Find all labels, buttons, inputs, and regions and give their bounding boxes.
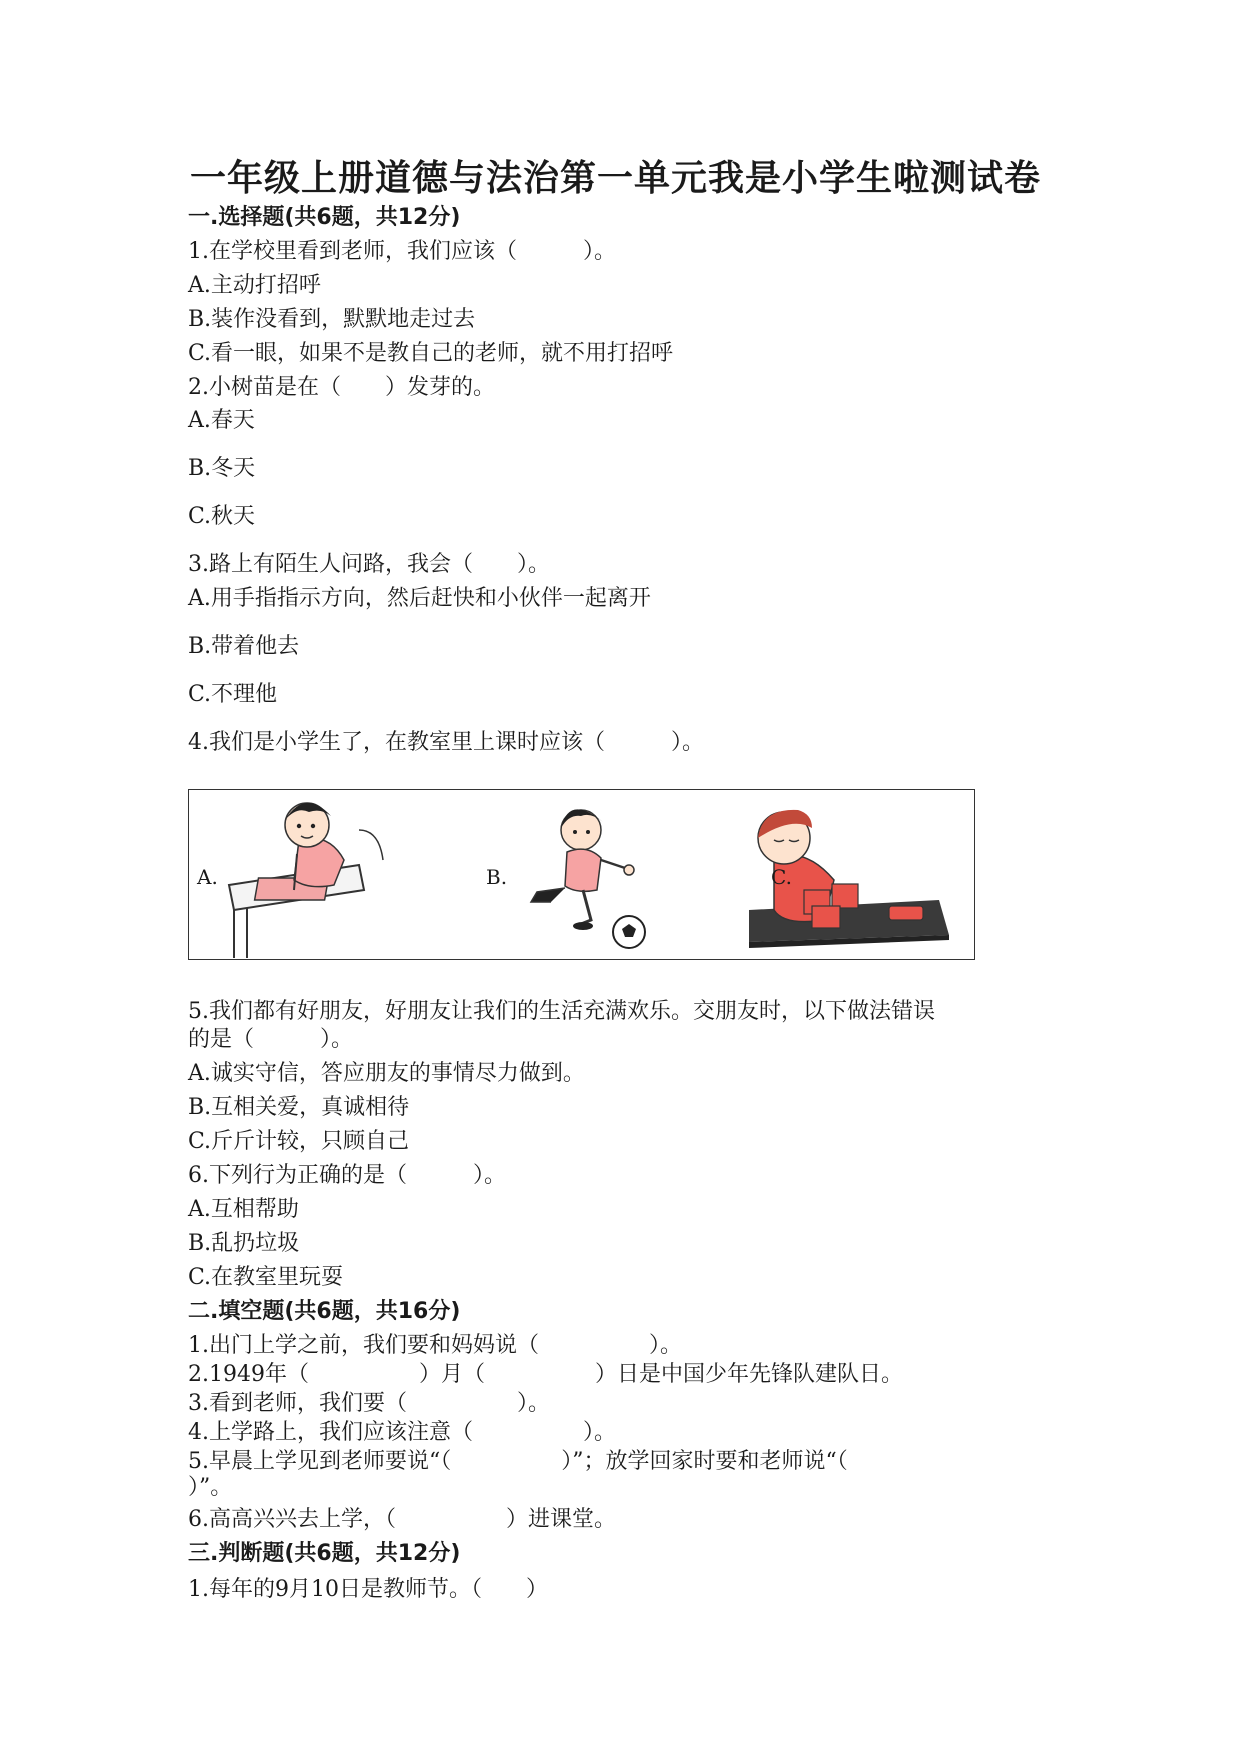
option-b: B.装作没看到，默默地走过去 — [188, 307, 476, 332]
option-b: B.带着他去 — [188, 634, 300, 659]
fill-in-question: 6.高高兴兴去上学，（ ）进课堂。 — [188, 1507, 616, 1532]
child-football-illustration — [531, 809, 645, 948]
option-b: B.乱扔垃圾 — [188, 1231, 300, 1256]
fill-in-question: 2.1949年（ ）月（ ）日是中国少年先锋队建队日。 — [188, 1362, 903, 1387]
fill-in-question: 1.出门上学之前，我们要和妈妈说（ ）。 — [188, 1333, 682, 1358]
option-c: C.在教室里玩耍 — [188, 1265, 344, 1290]
page-title: 一年级上册道德与法治第一单元我是小学生啦测试卷 — [190, 158, 1042, 199]
section-heading-true-false: 三.判断题(共6题，共12分) — [188, 1541, 461, 1566]
fill-in-question: 3.看到老师，我们要（ ）。 — [188, 1391, 550, 1416]
option-a: A.主动打招呼 — [188, 273, 321, 298]
option-a: A.用手指指示方向，然后赶快和小伙伴一起离开 — [188, 586, 651, 611]
question-stem: 2.小树苗是在（ ）发芽的。 — [188, 375, 495, 400]
fill-in-question-continued: ）”。 — [188, 1475, 233, 1500]
classroom-behavior-illustrations — [189, 790, 976, 961]
section-heading-choice: 一.选择题(共6题，共12分) — [188, 205, 461, 230]
option-c: C.斤斤计较，只顾自己 — [188, 1129, 410, 1154]
figure-label-a: A. — [197, 865, 218, 889]
question-stem: 6.下列行为正确的是（ ）。 — [188, 1163, 506, 1188]
question-stem: 1.在学校里看到老师，我们应该（ ）。 — [188, 239, 616, 264]
question-stem: 4.我们是小学生了，在教室里上课时应该（ ）。 — [188, 730, 704, 755]
option-a: A.互相帮助 — [188, 1197, 299, 1222]
figure-label-b: B. — [486, 865, 508, 889]
question-stem: 5.我们都有好朋友，好朋友让我们的生活充满欢乐。交朋友时，以下做法错误 — [188, 999, 935, 1024]
options-illustration-panel — [188, 789, 975, 960]
true-false-question: 1.每年的9月10日是教师节。（ ） — [188, 1577, 548, 1602]
option-b: B.冬天 — [188, 456, 256, 481]
option-a: A.诚实守信，答应朋友的事情尽力做到。 — [188, 1061, 585, 1086]
option-a: A.春天 — [188, 408, 255, 433]
child-writing-illustration — [229, 803, 383, 958]
option-c: C.看一眼，如果不是教自己的老师，就不用打招呼 — [188, 341, 674, 366]
fill-in-question: 5.早晨上学见到老师要说“（ ）”；放学回家时要和老师说“（ — [188, 1449, 848, 1474]
question-stem: 3.路上有陌生人问路，我会（ ）。 — [188, 552, 550, 577]
option-c: C.不理他 — [188, 682, 278, 707]
option-c: C.秋天 — [188, 504, 256, 529]
question-stem-continued: 的是（ ）。 — [188, 1027, 354, 1052]
section-heading-fill-in: 二.填空题(共6题，共16分) — [188, 1299, 461, 1324]
fill-in-question: 4.上学路上，我们应该注意（ ）。 — [188, 1420, 616, 1445]
option-b: B.互相关爱，真诚相待 — [188, 1095, 410, 1120]
figure-label-c: C. — [771, 865, 792, 889]
